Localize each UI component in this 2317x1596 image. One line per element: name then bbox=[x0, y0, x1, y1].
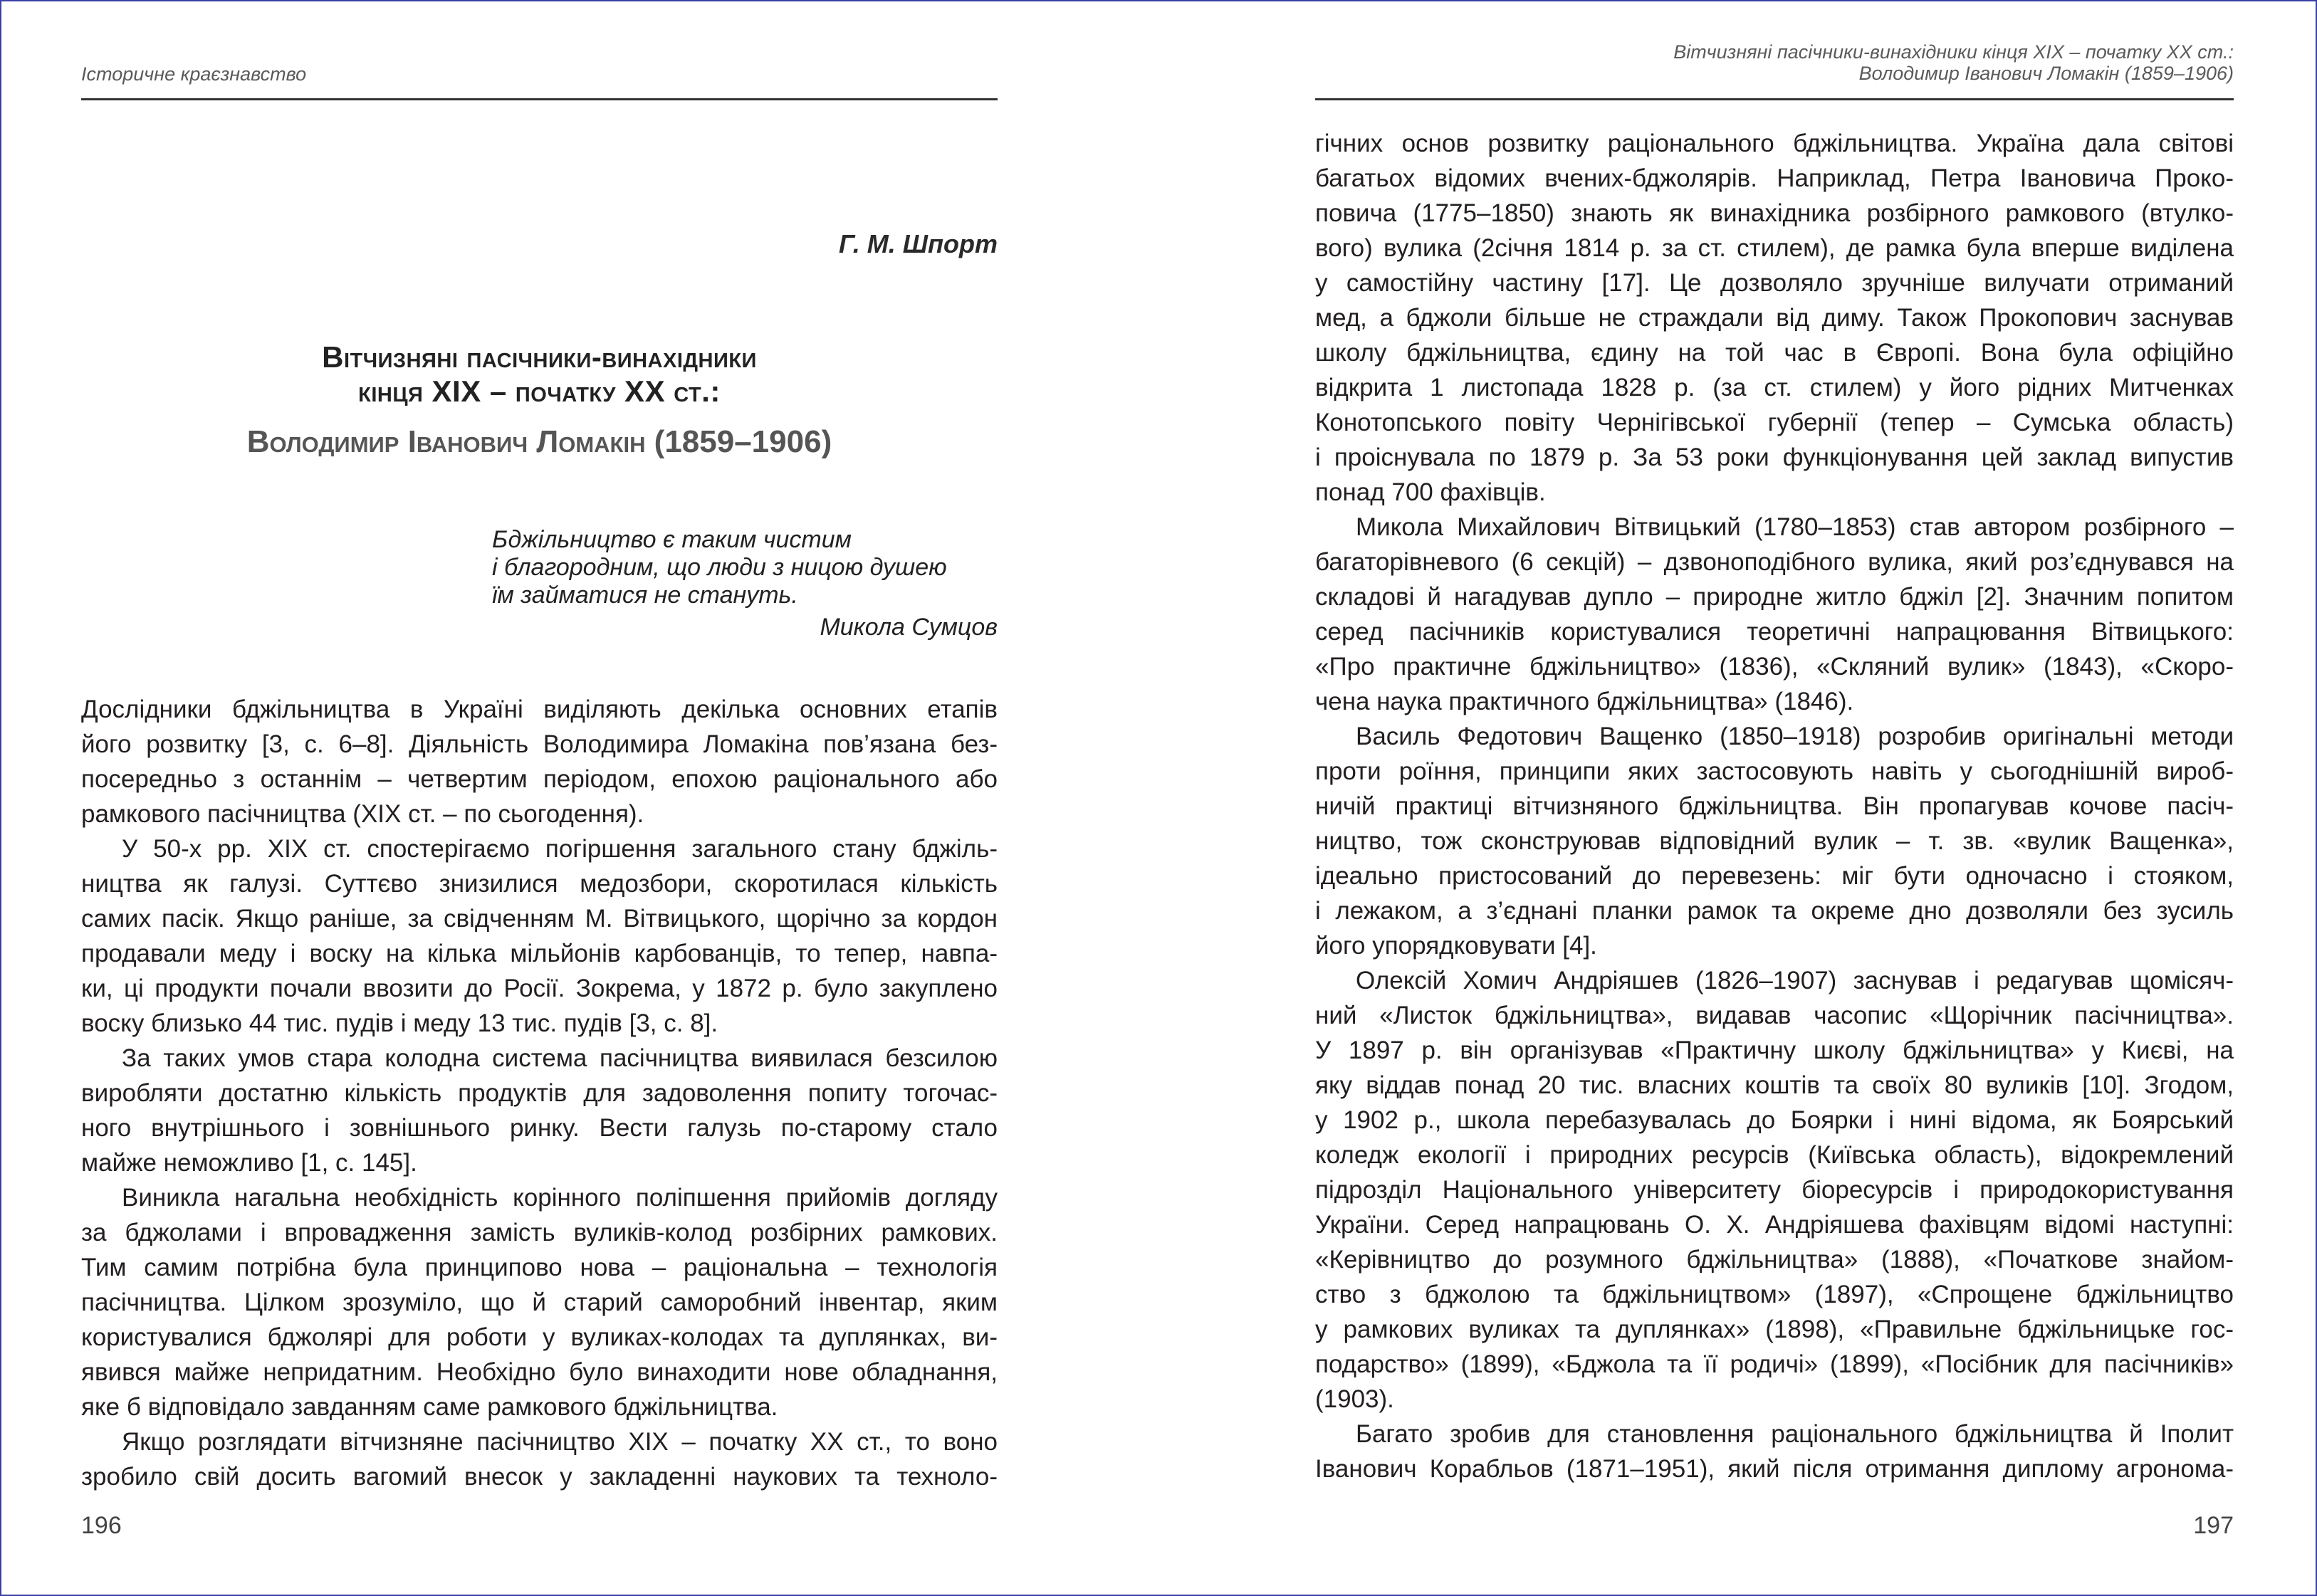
text-line: явився майже непридатним. Необхідно було винаходити нове обладнання, bbox=[81, 1358, 998, 1386]
paragraph bbox=[1315, 510, 2234, 719]
text-line: (1903). bbox=[1315, 1385, 1394, 1413]
epigraph-attribution: Микола Сумцов bbox=[820, 614, 998, 641]
text-line: у рамкових вуликах та дуплянках» (1898), «Правильне бджільницьке гос- bbox=[1315, 1316, 2234, 1343]
text-line: складові й нагадував дупло – природне житло бджіл [2]. Значним попитом bbox=[1315, 583, 2234, 611]
text-line: ство з бджолою та бджільництвом» (1897), «Спрощене бджільництво bbox=[1315, 1281, 2234, 1308]
text-line: коледж екології і природних ресурсів (Київська область), відокремлений bbox=[1315, 1141, 2234, 1169]
text-line: багатьох відомих вчених-бджолярів. Наприклад, Петра Івановича Проко- bbox=[1315, 164, 2234, 192]
text-line: його розвитку [3, с. 6–8]. Діяльність Володимира Ломакіна пов’язана без- bbox=[81, 730, 998, 758]
text-line: його упорядковувати [4]. bbox=[1315, 932, 1597, 960]
text-line: понад 700 фахівців. bbox=[1315, 478, 1546, 506]
text-line: Іванович Корабльов (1871–1951), який після отримання диплому агронома- bbox=[1315, 1455, 2234, 1483]
header-rule-left bbox=[81, 98, 998, 100]
left-body-text bbox=[81, 692, 998, 1494]
article-author: Г. М. Шпорт bbox=[838, 229, 998, 258]
paragraph bbox=[1315, 719, 2234, 963]
text-line: гічних основ розвитку раціонального бджільництва. Україна дала світові bbox=[1315, 130, 2234, 157]
text-line: ництва як галузі. Суттєво знизилися медозбори, скоротилася кількість bbox=[81, 870, 998, 898]
text-line: Дослідники бджільництва в Україні виділяють декілька основних етапів bbox=[81, 695, 998, 723]
epigraph-line: Бджільництво є таким чистим bbox=[492, 526, 852, 553]
header-rule-right bbox=[1315, 98, 2234, 100]
text-line: яке б відповідало завданням саме рамкового бджільництва. bbox=[81, 1393, 778, 1421]
page-number-left: 196 bbox=[81, 1512, 122, 1539]
running-header-right-line-2: Володимир Іванович Ломакін (1859–1906) bbox=[1858, 63, 2234, 84]
paragraph bbox=[81, 831, 998, 1041]
text-line: серед пасічників користувалися теоретичні напрацювання Вітвицького: bbox=[1315, 618, 2234, 646]
running-header-left: Історичне краєзнавство bbox=[81, 63, 307, 85]
paragraph bbox=[81, 1180, 998, 1424]
paragraph bbox=[81, 692, 998, 831]
text-line: подарство» (1899), «Бджола та її родичі» (1899), «Посібник для пасічників» bbox=[1315, 1350, 2234, 1378]
text-line: У 50-х рр. XIX ст. спостерігаємо погіршення загального стану бджіль- bbox=[122, 835, 998, 863]
text-line: посередньо з останнім – четвертим періодом, епохою раціонального або bbox=[81, 765, 998, 793]
text-line: і проіснувала по 1879 р. За 53 роки функціонування цей заклад випустив bbox=[1315, 443, 2234, 471]
running-header-right bbox=[1673, 41, 2234, 84]
paragraph bbox=[1315, 963, 2234, 1417]
epigraph bbox=[492, 526, 947, 609]
text-line: ний «Листок бджільництва», видавав часопис «Щорічник пасічництва». bbox=[1315, 1002, 2234, 1029]
epigraph-line: і благородним, що люди з ницою душею bbox=[492, 554, 947, 581]
text-line: ного внутрішнього і зовнішнього ринку. Вести галузь по-старому стало bbox=[81, 1114, 998, 1142]
text-line: і лежаком, а з’єднані планки рамок та окреме дно дозволяли без зусиль bbox=[1315, 897, 2234, 925]
text-line: школу бджільництва, єдину на той час в Європі. Вона була офіційно bbox=[1315, 339, 2234, 367]
text-line: підрозділ Національного університету біоресурсів і природокористування bbox=[1315, 1176, 2234, 1204]
text-line: проти роїння, принципи яких застосовують навіть у сьогоднішній вироб- bbox=[1315, 757, 2234, 785]
right-body-text bbox=[1315, 126, 2234, 1486]
text-line: Якщо розглядати вітчизняне пасічництво XIX – початку XX ст., то воно bbox=[122, 1428, 998, 1456]
text-line: Олексій Хомич Андріяшев (1826–1907) заснував і редагував щомісяч- bbox=[1356, 967, 2234, 994]
text-line: воску близько 44 тис. пудів і меду 13 тис. пудів [3, с. 8]. bbox=[81, 1009, 718, 1037]
text-line: відкрита 1 листопада 1828 р. (за ст. стилем) у його рідних Митченках bbox=[1315, 374, 2234, 401]
text-line: вого) вулика (2січня 1814 р. за ст. стилем), де рамка була вперше виділена bbox=[1315, 234, 2234, 262]
paragraph bbox=[1315, 1417, 2234, 1486]
text-line: користувалися бджолярі для роботи у вуликах-колодах та дуплянках, ви- bbox=[81, 1323, 998, 1351]
paragraph bbox=[1315, 126, 2234, 510]
text-line: ничій практиці вітчизняного бджільництва. Він пропагував кочове пасіч- bbox=[1315, 792, 2234, 820]
article-title bbox=[81, 340, 998, 409]
text-line: «Про практичне бджільництво» (1836), «Скляний вулик» (1843), «Скоро- bbox=[1315, 653, 2234, 681]
text-line: Микола Михайлович Вітвицький (1780–1853) став автором розбірного – bbox=[1356, 513, 2234, 541]
title-line-1: Вітчизняні пасічники-винахідники bbox=[322, 340, 757, 374]
text-line: виробляти достатню кількість продуктів для задоволення попиту тогочас- bbox=[81, 1079, 998, 1107]
text-line: мед, а бджоли більше не страждали від диму. Також Прокопович заснував bbox=[1315, 304, 2234, 332]
text-line: за бджолами і впровадження замість вуликів-колод розбірних рамкових. bbox=[81, 1219, 998, 1246]
text-line: Василь Федотович Ващенко (1850–1918) розробив оригінальні методи bbox=[1356, 723, 2234, 750]
text-line: рамкового пасічництва (XIX ст. – по сьогодення). bbox=[81, 800, 644, 828]
page-number-right: 197 bbox=[2193, 1512, 2234, 1539]
title-line-2: кінця XIX – початку XX ст.: bbox=[358, 374, 721, 408]
text-line: продавали меду і воску на кілька мільйонів карбованців, то тепер, навпа- bbox=[81, 940, 998, 967]
text-line: Конотопського повіту Чернігівської губернії (тепер – Сумська область) bbox=[1315, 409, 2234, 436]
text-line: зробило свій досить вагомий внесок у закладенні наукових та техноло- bbox=[81, 1463, 998, 1491]
text-line: За таких умов стара колодна система пасічництва виявилася безсилою bbox=[122, 1044, 998, 1072]
text-line: чена наука практичного бджільництва» (1846). bbox=[1315, 688, 1854, 715]
text-line: ництво, тож сконструював відповідний вулик – т. зв. «вулик Ващенка», bbox=[1315, 827, 2234, 855]
text-line: Тим самим потрібна була принципово нова – раціональна – технологія bbox=[81, 1254, 998, 1281]
text-line: «Керівництво до розумного бджільництва» (1888), «Початкове знайом- bbox=[1315, 1246, 2234, 1274]
epigraph-line: їм займатися не стануть. bbox=[492, 582, 798, 609]
text-line: повича (1775–1850) знають як винахідника розбірного рамкового (втулко- bbox=[1315, 199, 2234, 227]
text-line: самих пасік. Якщо раніше, за свідченням М. Вітвицького, щорічно за кордон bbox=[81, 905, 998, 933]
text-line: у 1902 р., школа перебазувалась до Боярки і нині відома, як Боярський bbox=[1315, 1106, 2234, 1134]
text-line: ідеально пристосований до перевезень: міг бути одночасно і стояком, bbox=[1315, 862, 2234, 890]
text-line: України. Серед напрацювань О. Х. Андріяшева фахівцям відомі наступні: bbox=[1315, 1211, 2234, 1239]
paragraph bbox=[81, 1041, 998, 1180]
text-line: Виникла нагальна необхідність корінного поліпшення прийомів догляду bbox=[122, 1184, 998, 1212]
text-line: у самостійну частину [17]. Це дозволяло зручніше вилучати отриманий bbox=[1315, 269, 2234, 297]
text-line: пасічництва. Цілком зрозуміло, що й старий саморобний інвентар, яким bbox=[81, 1288, 998, 1316]
running-header-right-line-1: Вітчизняні пасічники-винахідники кінця XIX – початку XX ст.: bbox=[1673, 41, 2234, 63]
text-line: майже неможливо [1, с. 145]. bbox=[81, 1149, 417, 1177]
text-line: У 1897 р. він організував «Практичну школу бджільництва» у Києві, на bbox=[1315, 1036, 2234, 1064]
paragraph bbox=[81, 1424, 998, 1494]
text-line: Багато зробив для становлення раціонального бджільництва й Іполит bbox=[1356, 1420, 2234, 1448]
text-line: яку віддав понад 20 тис. власних коштів та своїх 80 вуликів [10]. Згодом, bbox=[1315, 1071, 2234, 1099]
article-subtitle: Володимир Іванович Ломакін (1859–1906) bbox=[246, 424, 832, 459]
text-line: ки, ці продукти почали ввозити до Росії. Зокрема, у 1872 р. було закуплено bbox=[81, 975, 998, 1002]
text-line: багаторівневого (6 секцій) – дзвоноподібного вулика, який роз’єднувався на bbox=[1315, 548, 2234, 576]
